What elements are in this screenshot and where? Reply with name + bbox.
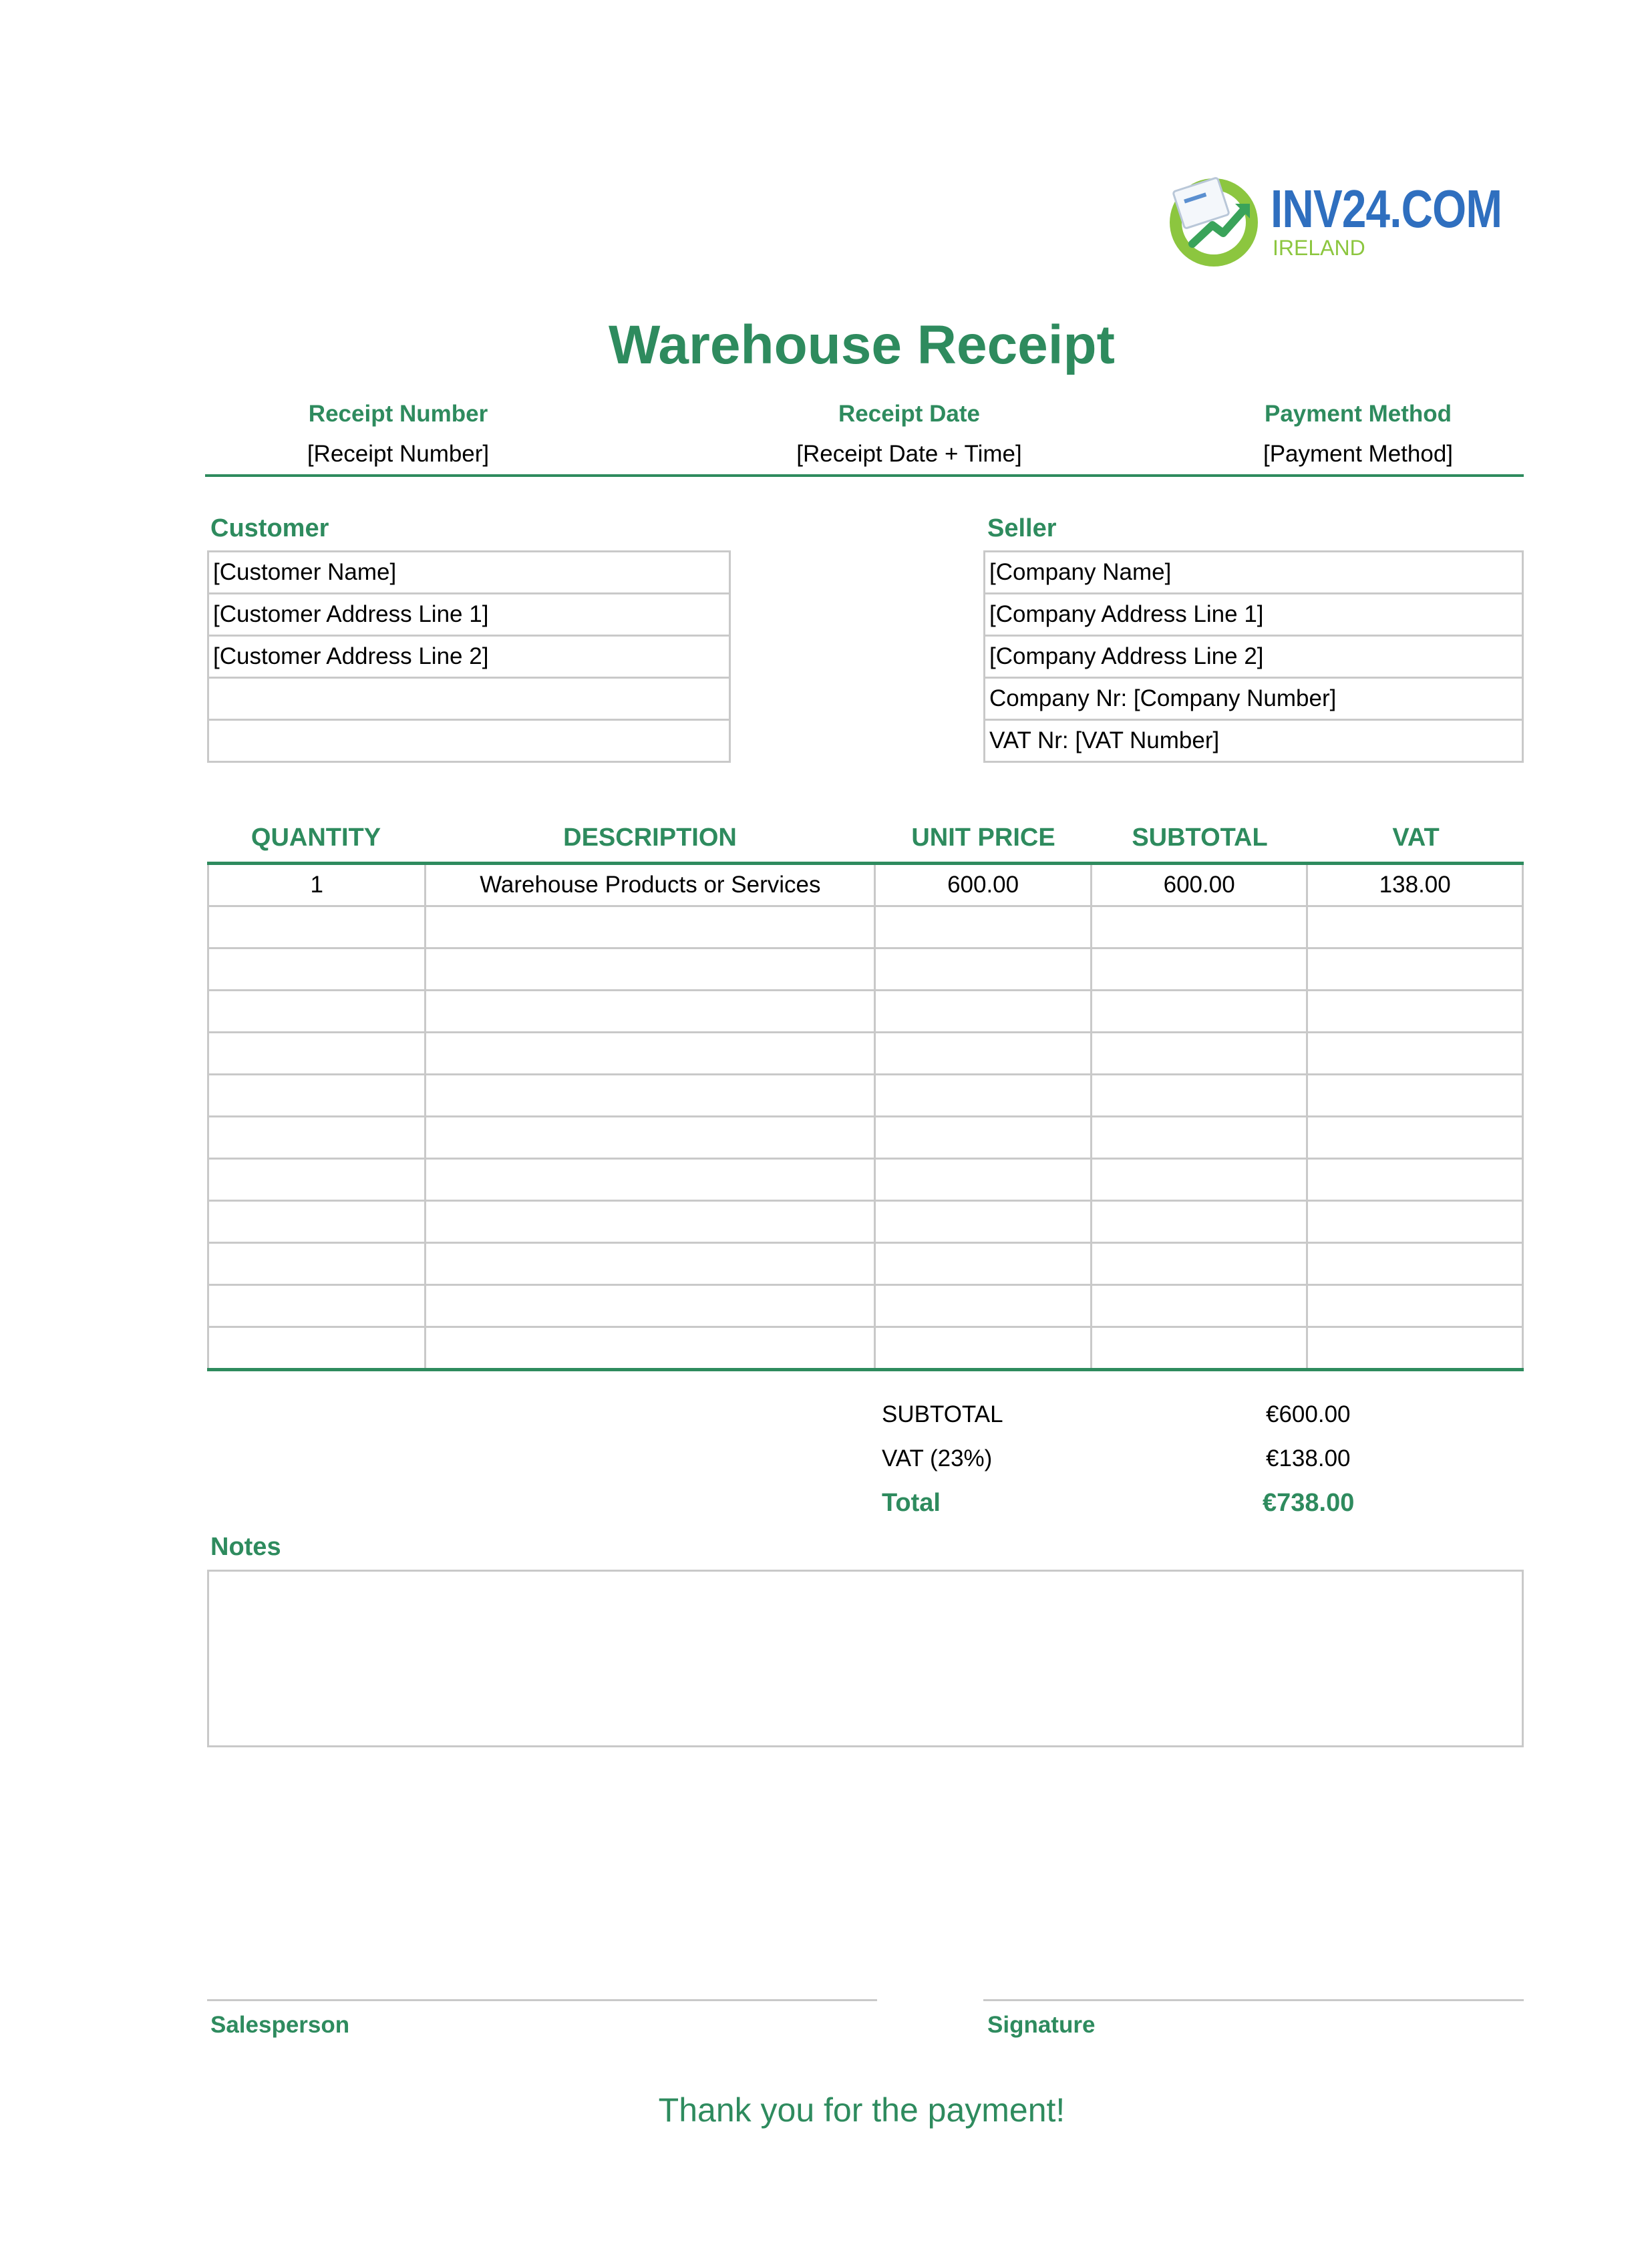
table-row — [208, 1033, 1523, 1075]
table-row — [208, 1243, 1523, 1285]
grand-total-label: Total — [882, 1489, 941, 1517]
receipt-number-value: [Receipt Number] — [307, 441, 490, 467]
table-cell — [1307, 1033, 1523, 1075]
table-cell — [875, 1285, 1092, 1327]
table-cell — [208, 1075, 426, 1117]
table-cell — [875, 991, 1092, 1033]
table-cell — [1091, 1117, 1307, 1159]
table-cell — [1307, 1327, 1523, 1370]
table-cell — [1091, 1285, 1307, 1327]
seller-box — [983, 550, 1524, 763]
col-header-vat: VAT — [1392, 824, 1440, 852]
logo-emblem-icon — [1166, 170, 1266, 271]
vat-total-label: VAT (23%) — [882, 1445, 993, 1471]
receipt-number-label: Receipt Number — [308, 401, 488, 427]
salesperson-line — [207, 1999, 877, 2001]
table-cell — [1091, 1159, 1307, 1201]
table-cell — [208, 1285, 426, 1327]
table-row — [208, 906, 1523, 948]
table-cell — [426, 1033, 875, 1075]
table-row — [208, 1201, 1523, 1243]
table-cell — [1307, 1243, 1523, 1285]
table-cell — [208, 1033, 426, 1075]
payment-method-label: Payment Method — [1264, 401, 1452, 427]
table-cell — [875, 1327, 1092, 1370]
table-row — [208, 1117, 1523, 1159]
table-cell — [1091, 906, 1307, 948]
table-cell — [208, 1243, 426, 1285]
page-title: Warehouse Receipt — [609, 315, 1115, 375]
items-table — [207, 862, 1524, 1371]
table-cell — [1307, 991, 1523, 1033]
table-cell — [426, 1327, 875, 1370]
table-cell: 1 — [208, 864, 426, 906]
table-cell — [426, 991, 875, 1033]
table-row — [208, 991, 1523, 1033]
table-cell — [1091, 1327, 1307, 1370]
seller-line: VAT Nr: [VAT Number] — [985, 720, 1523, 762]
signature-line — [983, 1999, 1524, 2001]
logo-subtitle: IRELAND — [1273, 236, 1365, 260]
customer-line — [208, 720, 730, 762]
table-cell — [1307, 1117, 1523, 1159]
customer-box — [207, 550, 731, 763]
thank-you-message: Thank you for the payment! — [658, 2091, 1065, 2129]
table-cell — [426, 1159, 875, 1201]
customer-line — [208, 678, 730, 720]
table-cell — [875, 1117, 1092, 1159]
customer-line: [Customer Name] — [208, 552, 730, 594]
table-cell — [426, 1201, 875, 1243]
payment-method-value: [Payment Method] — [1263, 441, 1454, 467]
table-cell — [875, 1033, 1092, 1075]
table-cell — [1307, 1159, 1523, 1201]
table-cell — [426, 1075, 875, 1117]
table-row — [208, 1327, 1523, 1370]
table-row — [208, 1159, 1523, 1201]
grand-total-value: €738.00 — [1263, 1489, 1355, 1517]
table-cell: 600.00 — [875, 864, 1092, 906]
table-cell — [426, 906, 875, 948]
seller-label: Seller — [987, 514, 1057, 542]
notes-label: Notes — [210, 1533, 281, 1561]
table-cell — [1307, 906, 1523, 948]
receipt-date-value: [Receipt Date + Time] — [796, 441, 1022, 467]
table-cell — [208, 1159, 426, 1201]
table-cell — [426, 1285, 875, 1327]
table-cell: 600.00 — [1091, 864, 1307, 906]
table-cell — [1307, 1285, 1523, 1327]
col-header-quantity: QUANTITY — [251, 824, 381, 852]
table-cell — [1091, 1033, 1307, 1075]
table-cell — [1091, 1075, 1307, 1117]
table-cell — [208, 1327, 426, 1370]
table-cell — [875, 906, 1092, 948]
table-row — [208, 1075, 1523, 1117]
vat-total-value: €138.00 — [1266, 1445, 1351, 1471]
table-cell — [208, 1201, 426, 1243]
table-cell — [208, 991, 426, 1033]
customer-line: [Customer Address Line 2] — [208, 636, 730, 678]
table-cell — [426, 948, 875, 991]
table-row — [208, 864, 1523, 906]
salesperson-label: Salesperson — [210, 2012, 350, 2038]
table-cell: Warehouse Products or Services — [426, 864, 875, 906]
table-cell — [875, 1159, 1092, 1201]
table-cell — [875, 1243, 1092, 1285]
subtotal-label: SUBTOTAL — [882, 1401, 1003, 1427]
table-cell — [1307, 948, 1523, 991]
seller-line: [Company Address Line 1] — [985, 594, 1523, 636]
col-header-subtotal: SUBTOTAL — [1132, 824, 1268, 852]
table-row — [208, 948, 1523, 991]
customer-line: [Customer Address Line 1] — [208, 594, 730, 636]
table-cell — [1091, 948, 1307, 991]
table-cell — [875, 1201, 1092, 1243]
col-header-description: DESCRIPTION — [563, 824, 737, 852]
table-cell — [1091, 991, 1307, 1033]
seller-line: [Company Name] — [985, 552, 1523, 594]
receipt-date-label: Receipt Date — [838, 401, 981, 427]
table-cell — [875, 948, 1092, 991]
table-cell — [875, 1075, 1092, 1117]
meta-divider — [205, 474, 1524, 477]
table-cell — [426, 1117, 875, 1159]
table-cell — [208, 906, 426, 948]
table-cell — [1091, 1243, 1307, 1285]
company-logo — [1166, 170, 1502, 271]
seller-line: Company Nr: [Company Number] — [985, 678, 1523, 720]
table-row — [208, 1285, 1523, 1327]
table-cell: 138.00 — [1307, 864, 1523, 906]
seller-line: [Company Address Line 2] — [985, 636, 1523, 678]
customer-label: Customer — [210, 514, 329, 542]
table-cell — [208, 948, 426, 991]
signature-label: Signature — [987, 2012, 1096, 2038]
subtotal-value: €600.00 — [1266, 1401, 1351, 1427]
notes-box — [207, 1570, 1524, 1747]
logo-brand-text: INV24.COM — [1271, 179, 1502, 238]
table-cell — [426, 1243, 875, 1285]
table-cell — [1307, 1075, 1523, 1117]
table-cell — [1307, 1201, 1523, 1243]
col-header-unit-price: UNIT PRICE — [911, 824, 1055, 852]
table-cell — [1091, 1201, 1307, 1243]
table-cell — [208, 1117, 426, 1159]
